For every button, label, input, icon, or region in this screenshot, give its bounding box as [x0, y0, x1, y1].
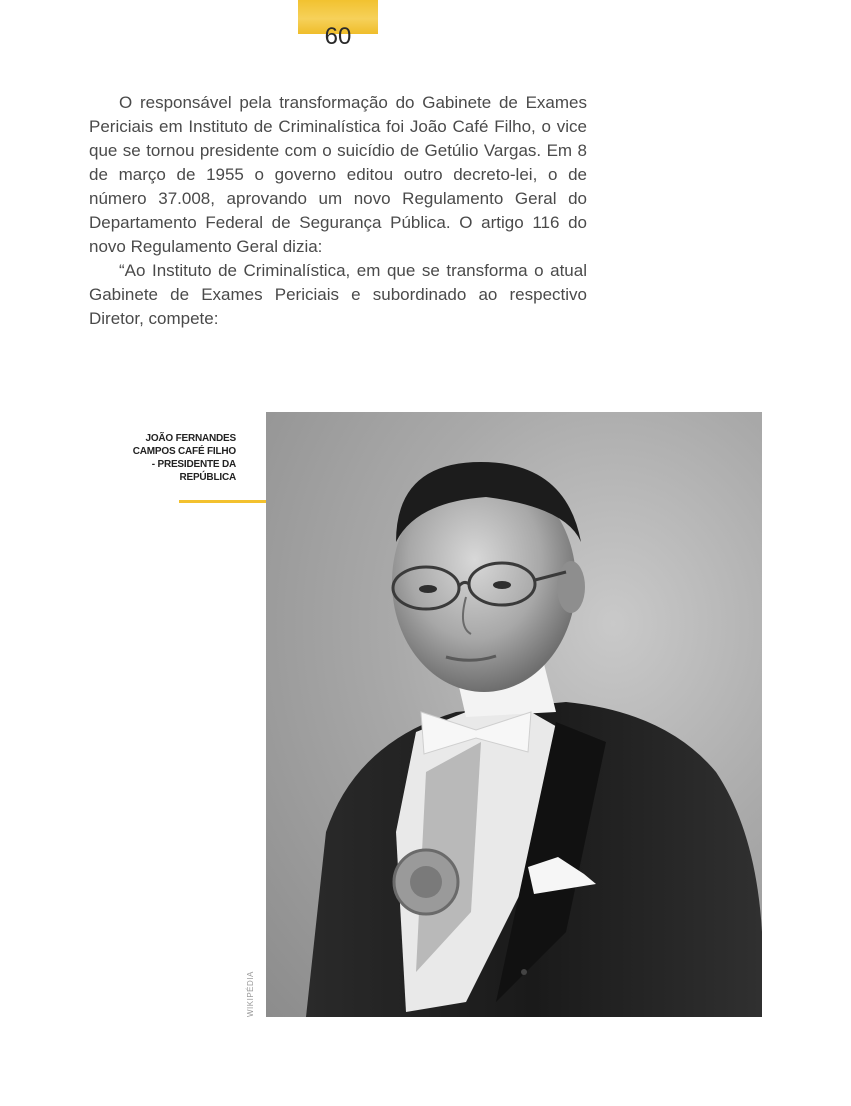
photo-credit: WIKIPÉDIA — [246, 971, 255, 1017]
paragraph: O responsável pela transformação do Gabinete de Exames Periciais em Instituto de Criminalística foi João Café Filho, o vice que se tornou presidente com o suicídio de Getúlio Vargas. Em 8 de março de 1955 o governo editou outro decreto-lei, o de número 37.008, aprovando um novo Regulamento Geral do Departamento Federal de Segurança Pública. O artigo 116 do novo Regulamento Geral dizia: — [89, 93, 587, 256]
body-text — [89, 91, 587, 331]
paragraph: “Ao Instituto de Criminalística, em que se transforma o atual Gabinete de Exames Periciais e subordinado ao respectivo Diretor, compete: — [89, 261, 587, 328]
caption-line: CAMPOS CAFÉ FILHO — [132, 446, 236, 457]
caption-line: REPÚBLICA — [179, 472, 236, 483]
caption-line: - PRESIDENTE DA — [151, 459, 236, 470]
portrait-illustration — [266, 412, 762, 1017]
photo-caption — [120, 432, 236, 484]
portrait-photo — [266, 412, 762, 1017]
caption-line: JOÃO FERNANDES — [145, 433, 236, 444]
page-number: 60 — [324, 23, 352, 50]
